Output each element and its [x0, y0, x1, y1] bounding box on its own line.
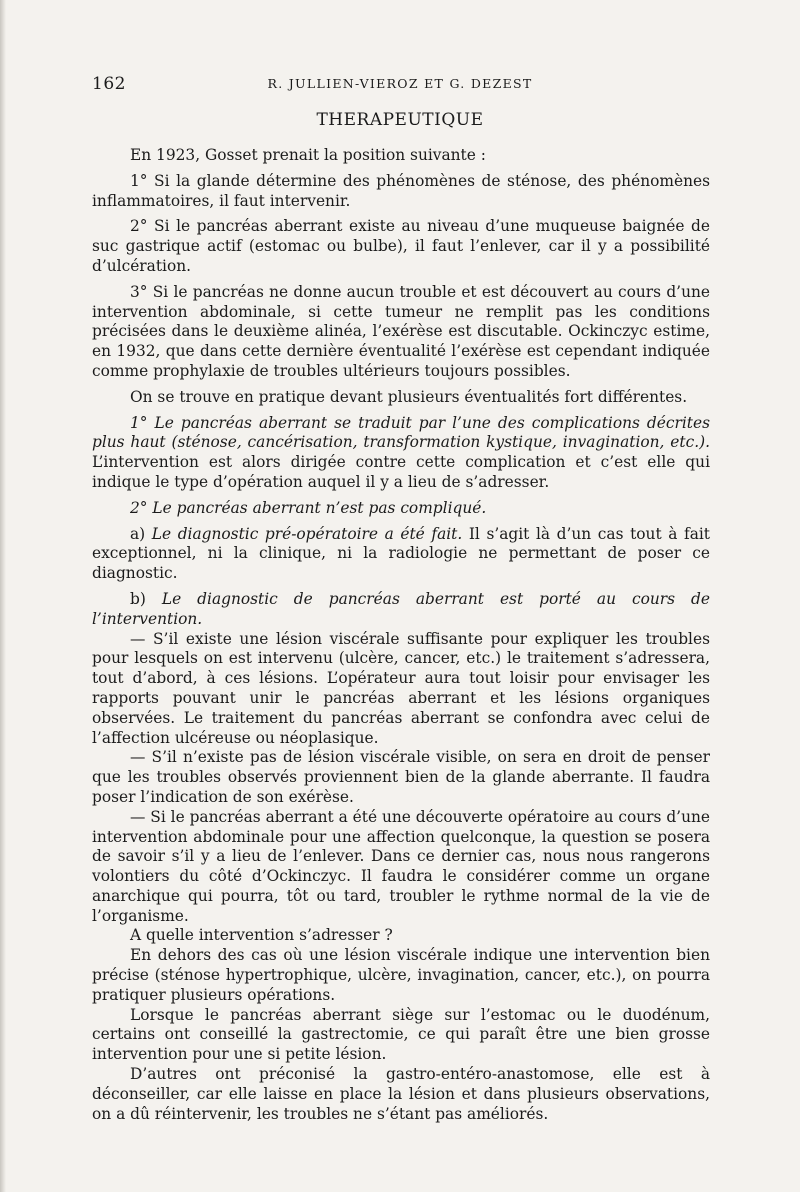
paragraph: — S’il n’existe pas de lésion viscérale visible, on sera en droit de penser que les troubles observés proviennent bien de la glande aberrante. Il faudra poser l’indication de son exérèse.	[92, 748, 710, 806]
paragraph: 1° Si la glande détermine des phénomènes de sténose, des phénomènes inflammatoires, il faut intervenir.	[92, 171, 710, 210]
italic-text: Le diagnostic de pancréas aberrant est porté au cours de l’intervention.	[92, 589, 710, 628]
page-number: 162	[92, 74, 126, 94]
paragraph: En 1923, Gosset prenait la position suivante :	[130, 146, 486, 164]
paragraph	[92, 499, 710, 519]
paragraph: En dehors des cas où une lésion viscérale indique une intervention bien précise (sténose hypertrophique, ulcère, invagination, cancer, etc.), on pourra pratiquer plusieurs opérations.	[92, 946, 710, 1004]
paragraph	[92, 590, 710, 630]
paragraph: Lorsque le pancréas aberrant siège sur l’estomac ou le duodénum, certains ont conseillé la gastrectomie, ce qui paraît être une bien grosse intervention pour une si petite lésion.	[92, 1005, 710, 1064]
body-text	[92, 146, 710, 1124]
paragraph: — Si le pancréas aberrant a été une découverte opératoire au cours d’une intervention abdominale pour une affection quelconque, la question se posera de savoir s’il y a lieu de l’enlever. Dans ce dernier cas, nous nous rangerons volontiers du côté d’Ockinczyc. Il faudra le considérer comme un organe anarchique qui pourra, tôt ou tard, troubler le rythme normal de la vie de l’organisme.	[92, 807, 710, 925]
paragraph	[92, 525, 710, 584]
italic-text: 2° Le pancréas aberrant n’est pas compliqué.	[130, 498, 487, 517]
running-head: R. JULLIEN-VIEROZ ET G. DEZEST	[267, 76, 533, 91]
paragraph: 2° Si le pancréas aberrant existe au niveau d’une muqueuse baignée de suc gastrique actif (estomac ou bulbe), il faut l’enlever, car il y a possibilité d’ulcération.	[92, 217, 710, 275]
paragraph: On se trouve en pratique devant plusieurs éventualités fort différentes.	[130, 387, 688, 406]
paragraph	[92, 414, 710, 493]
section-title: THERAPEUTIQUE	[316, 110, 484, 130]
list-marker: b)	[130, 589, 162, 608]
list-marker: a)	[130, 524, 152, 543]
page-edge-shadow	[0, 0, 6, 1192]
paragraph-text: L’intervention est alors dirigée contre cette complication et c’est elle qui indique le type d’opération auquel il y a lieu de s’adresser.	[92, 453, 710, 491]
paragraph: 3° Si le pancréas ne donne aucun trouble et est découvert au cours d’une intervention abdominale, si cette tumeur ne remplit pas les conditions précisées dans le deuxième alinéa, l’exérèse est discutable. Ockinczyc estime, en 1932, que dans cette dernière éventualité l’exérèse est cependant indiquée comme prophylaxie de troubles ultérieurs toujours possibles.	[92, 282, 710, 380]
italic-text: Le diagnostic pré-opératoire a été fait.	[151, 524, 463, 543]
italic-text: 1° Le pancréas aberrant se traduit par l’une des complications décrites plus haut (sténose, cancérisation, transformation kystique, invagination, etc.).	[92, 413, 710, 452]
paragraph-text: Il s’agit là d’un cas tout à fait exceptionnel, ni la clinique, ni la radiologie ne permettant de poser ce diagnostic.	[92, 524, 710, 583]
paragraph: A quelle intervention s’adresser ?	[130, 926, 393, 945]
page-header	[92, 74, 708, 94]
paragraph: — S’il existe une lésion viscérale suffisante pour expliquer les troubles pour lesquels on est intervenu (ulcère, cancer, etc.) le traitement s’adressera, tout d’abord, à ces lésions. L’opérateur aura tout loisir pour envisager les rapports pouvant unir le pancréas aberrant et les lésions organiques observées. Le traitement du pancréas aberrant se confondra avec celui de l’affection ulcéreuse ou néoplasique.	[92, 629, 710, 747]
paragraph: D’autres ont préconisé la gastro-entéro-anastomose, elle est à déconseiller, car elle laisse en place la lésion et dans plusieurs observations, on a dû réintervenir, les troubles ne s’étant pas améliorés.	[92, 1065, 710, 1123]
